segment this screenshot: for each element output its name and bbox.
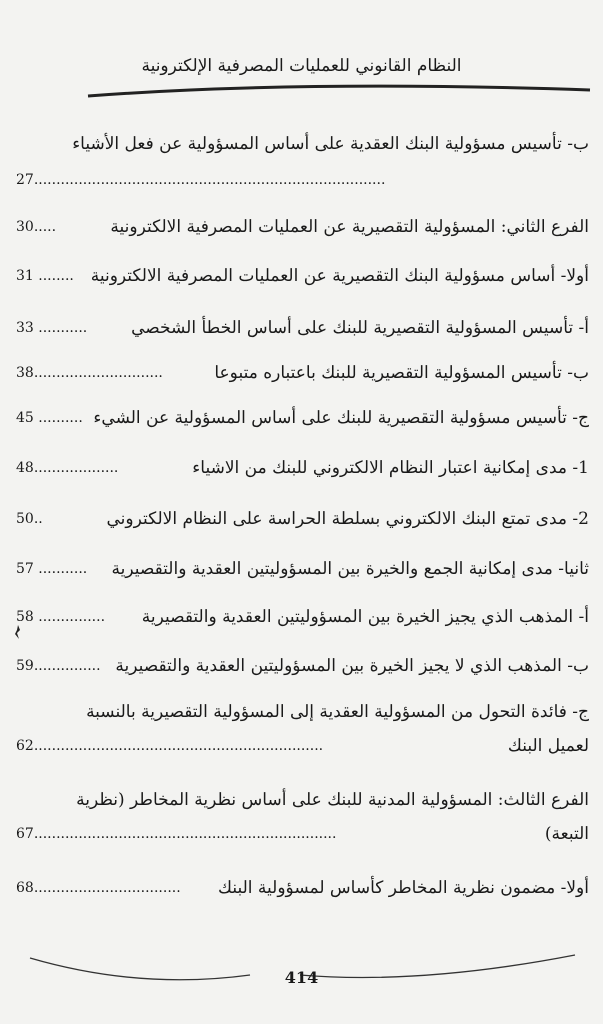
toc-entry-continuation: التبعة) 67.................................................................... <box>16 824 589 844</box>
toc-entry-page: 31 <box>16 268 34 284</box>
page-number: 414 <box>284 968 319 987</box>
toc-entry: 2- مدى تمتع البنك الالكتروني بسلطة الحراسة على النظام الالكتروني 50.. <box>16 509 589 529</box>
toc-entry-page: 68 <box>16 880 34 896</box>
toc-entry-continuation: لعميل البنك 62................................................................. <box>16 736 589 756</box>
toc-entry: ب- المذهب الذي لا يجيز الخيرة بين المسؤوليتين العقدية والتقصيرية 59............... <box>16 656 589 676</box>
toc-entry-text: التبعة) <box>544 824 589 844</box>
toc-entry: 1- مدى إمكانية اعتبار النظام الالكتروني للبنك من الاشياء 48................... <box>16 458 589 478</box>
toc-entry <box>16 784 589 816</box>
toc-entry-text: ب- المذهب الذي لا يجيز الخيرة بين المسؤوليتين العقدية والتقصيرية <box>115 656 589 676</box>
toc-entry <box>16 696 589 728</box>
toc-entry-text: أ- المذهب الذي يجيز الخيرة بين المسؤوليتين العقدية والتقصيرية <box>141 607 589 627</box>
toc-entry-text: 2- مدى تمتع البنك الالكتروني بسلطة الحراسة على النظام الالكتروني <box>106 509 589 529</box>
toc-entry-text: ثانيا- مدى إمكانية الجمع والخيرة بين المسؤوليتين العقدية والتقصيرية <box>111 559 589 579</box>
toc-entry-text: أ- تأسيس المسؤولية التقصيرية للبنك على أساس الخطأ الشخصي <box>131 318 589 338</box>
toc-entry-text: الفرع الثاني: المسؤولية التقصيرية عن العمليات المصرفية الالكترونية <box>110 217 589 237</box>
toc-entry: أولا- أساس مسؤولية البنك التقصيرية عن العمليات المصرفية الالكترونية 31 ........ <box>16 266 589 286</box>
toc-entry-text: 1- مدى إمكانية اعتبار النظام الالكتروني للبنك من الاشياء <box>192 458 589 478</box>
toc-entry-page: 45 <box>16 410 34 426</box>
toc-entry: ب- تأسيس المسؤولية التقصيرية للبنك باعتباره متبوعا 38............................. <box>16 363 589 383</box>
toc-entry <box>16 128 589 160</box>
toc-entry-page: 27 <box>16 172 34 188</box>
running-header: النظام القانوني للعمليات المصرفية الإلكترونية <box>141 56 462 76</box>
toc-entry-text: ج- تأسيس مسؤولية التقصيرية للبنك على أساس المسؤولية عن الشيء <box>93 408 589 428</box>
toc-entry-text: الفرع الثالث: المسؤولية المدنية للبنك على أساس نظرية المخاطر (نظرية <box>76 790 589 810</box>
toc-entry: أ- تأسيس المسؤولية التقصيرية للبنك على أساس الخطأ الشخصي 33 ........... <box>16 318 589 338</box>
toc-entry-page: 58 <box>16 609 34 625</box>
toc-entry: ثانيا- مدى إمكانية الجمع والخيرة بين المسؤوليتين العقدية والتقصيرية 57 ........... <box>16 559 589 579</box>
toc-entry-page: 38 <box>16 365 34 381</box>
toc-entry: أ- المذهب الذي يجيز الخيرة بين المسؤوليتين العقدية والتقصيرية 58 ............... <box>16 607 589 627</box>
toc-entry-page: 30 <box>16 219 34 235</box>
toc-entry: ج- تأسيس مسؤولية التقصيرية للبنك على أساس المسؤولية عن الشيء 45 .......... <box>16 408 589 428</box>
toc-entry-text: ب- تأسيس مسؤولية البنك العقدية على أساس المسؤولية عن فعل الأشياء <box>72 134 589 154</box>
toc-entry: الفرع الثاني: المسؤولية التقصيرية عن العمليات المصرفية الالكترونية 30..... <box>16 217 589 237</box>
toc-entry-text: أولا- مضمون نظرية المخاطر كأساس لمسؤولية البنك <box>218 878 589 898</box>
toc-entry-page: 48 <box>16 460 34 476</box>
toc-entry-page: 57 <box>16 561 34 577</box>
toc-entry-text: لعميل البنك <box>507 736 589 756</box>
toc-entry-text: ب- تأسيس المسؤولية التقصيرية للبنك باعتباره متبوعا <box>214 363 589 383</box>
toc-entry-page: 33 <box>16 320 34 336</box>
toc-entry-text: أولا- أساس مسؤولية البنك التقصيرية عن العمليات المصرفية الالكترونية <box>90 266 589 286</box>
toc-entry-page: 59 <box>16 658 34 674</box>
toc-entry-page: 67 <box>16 826 34 842</box>
toc-entry: أولا- مضمون نظرية المخاطر كأساس لمسؤولية البنك 68................................. <box>16 878 589 898</box>
toc-entry-page: 50 <box>16 511 34 527</box>
ink-speck <box>14 625 22 639</box>
toc-entry-page: 62 <box>16 738 34 754</box>
toc-entry-text: ج- فائدة التحول من المسؤولية العقدية إلى المسؤولية التقصيرية بالنسبة <box>86 702 589 722</box>
toc-entry-page-line: 27............................................................................... <box>16 172 386 188</box>
